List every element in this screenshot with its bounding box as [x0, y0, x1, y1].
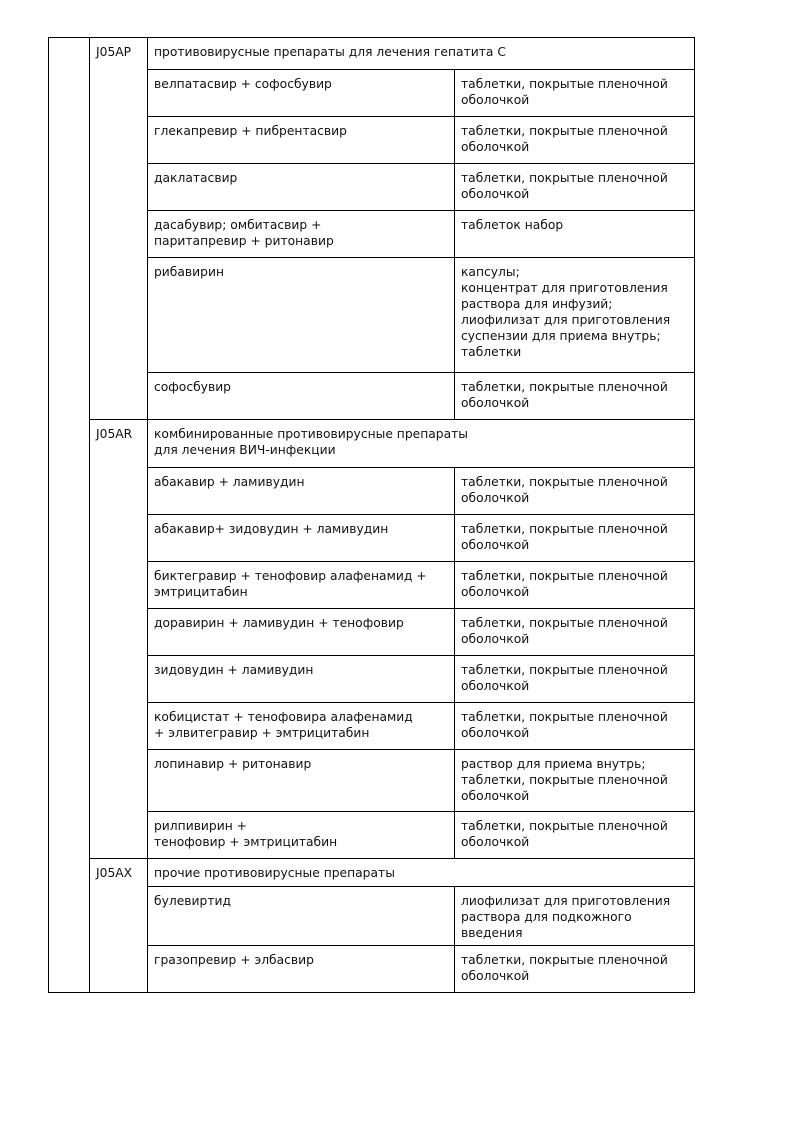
drug-name — [148, 609, 455, 656]
dosage-form — [455, 258, 695, 373]
text-line: оболочкой — [461, 726, 530, 740]
text-line: оболочкой — [461, 93, 530, 107]
drug-name — [148, 946, 455, 993]
text-line: даклатасвир — [154, 171, 238, 185]
text-line: введения — [461, 926, 523, 940]
text-line: оболочкой — [461, 789, 530, 803]
text-line: эмтрицитабин — [154, 585, 248, 599]
group-title — [148, 859, 695, 887]
dosage-form — [455, 609, 695, 656]
text-line: биктегравир + тенофовир алафенамид + — [154, 569, 427, 583]
dosage-form — [455, 164, 695, 211]
text-line: таблетки, покрытые пленочной — [461, 569, 668, 583]
text-line: оболочкой — [461, 140, 530, 154]
dosage-form — [455, 656, 695, 703]
dosage-form — [455, 887, 695, 946]
text-line: дасабувир; омбитасвир + — [154, 218, 322, 232]
text-line: таблетки, покрытые пленочной — [461, 475, 668, 489]
drug-name — [148, 562, 455, 609]
text-line: суспензии для приема внутрь; — [461, 329, 661, 343]
text-line: прочие противовирусные препараты — [154, 866, 395, 880]
text-line: оболочкой — [461, 396, 530, 410]
drug-name — [148, 812, 455, 859]
text-line: гразопревир + элбасвир — [154, 953, 314, 967]
text-line: комбинированные противовирусные препараты — [154, 427, 469, 441]
drug-name — [148, 164, 455, 211]
drug-name — [148, 515, 455, 562]
atc-code: J05AR — [90, 420, 148, 859]
text-line: лиофилизат для приготовления — [461, 894, 671, 908]
dosage-form — [455, 70, 695, 117]
text-line: оболочкой — [461, 969, 530, 983]
group-header-row — [49, 38, 695, 70]
drug-name — [148, 468, 455, 515]
text-line: таблеток набор — [461, 218, 564, 232]
text-line: рилпивирин + — [154, 819, 247, 833]
atc-code: J05AP — [90, 38, 148, 420]
text-line: велпатасвир + софосбувир — [154, 77, 332, 91]
text-line: раствор для приема внутрь; — [461, 757, 646, 771]
text-line: таблетки, покрытые пленочной — [461, 522, 668, 536]
text-line: для лечения ВИЧ-инфекции — [154, 443, 336, 457]
text-line: таблетки, покрытые пленочной — [461, 380, 668, 394]
text-line: паритапревир + ритонавир — [154, 234, 334, 248]
text-line: лопинавир + ритонавир — [154, 757, 312, 771]
text-line: таблетки, покрытые пленочной — [461, 819, 668, 833]
text-line: + элвитегравир + эмтрицитабин — [154, 726, 370, 740]
dosage-form — [455, 812, 695, 859]
dosage-form — [455, 946, 695, 993]
text-line: раствора для подкожного — [461, 910, 632, 924]
text-line: противовирусные препараты для лечения гепатита C — [154, 45, 506, 59]
text-line: таблетки, покрытые пленочной — [461, 616, 668, 630]
drug-name — [148, 703, 455, 750]
atc-code: J05AX — [90, 859, 148, 993]
text-line: раствора для инфузий; — [461, 297, 613, 311]
text-line: оболочкой — [461, 835, 530, 849]
dosage-form — [455, 211, 695, 258]
text-line: оболочкой — [461, 679, 530, 693]
dosage-form — [455, 562, 695, 609]
text-line: капсулы; — [461, 265, 520, 279]
text-line: лиофилизат для приготовления — [461, 313, 671, 327]
text-line: глекапревир + пибрентасвир — [154, 124, 347, 138]
drug-name — [148, 750, 455, 812]
text-line: доравирин + ламивудин + тенофовир — [154, 616, 404, 630]
drug-table — [48, 37, 695, 993]
dosage-form — [455, 750, 695, 812]
text-line: абакавир+ зидовудин + ламивудин — [154, 522, 389, 536]
text-line: таблетки, покрытые пленочной — [461, 953, 668, 967]
group-title — [148, 420, 695, 468]
drug-name — [148, 887, 455, 946]
group-header-row — [49, 420, 695, 468]
dosage-form — [455, 117, 695, 164]
text-line: таблетки, покрытые пленочной — [461, 710, 668, 724]
text-line: кобицистат + тенофовира алафенамид — [154, 710, 413, 724]
text-line: оболочкой — [461, 585, 530, 599]
text-line: оболочкой — [461, 632, 530, 646]
text-line: таблетки, покрытые пленочной — [461, 773, 668, 787]
text-line: абакавир + ламивудин — [154, 475, 305, 489]
drug-name — [148, 117, 455, 164]
drug-name — [148, 70, 455, 117]
text-line: софосбувир — [154, 380, 231, 394]
dosage-form — [455, 373, 695, 420]
text-line: оболочкой — [461, 491, 530, 505]
text-line: таблетки, покрытые пленочной — [461, 663, 668, 677]
text-line: таблетки, покрытые пленочной — [461, 171, 668, 185]
group-title — [148, 38, 695, 70]
drug-name — [148, 258, 455, 373]
text-line: рибавирин — [154, 265, 224, 279]
drug-name — [148, 656, 455, 703]
drug-name — [148, 373, 455, 420]
dosage-form — [455, 703, 695, 750]
text-line: таблетки — [461, 345, 522, 359]
dosage-form — [455, 515, 695, 562]
text-line: булевиртид — [154, 894, 231, 908]
text-line: тенофовир + эмтрицитабин — [154, 835, 338, 849]
text-line: оболочкой — [461, 538, 530, 552]
drug-name — [148, 211, 455, 258]
dosage-form — [455, 468, 695, 515]
group-header-row — [49, 859, 695, 887]
text-line: концентрат для приготовления — [461, 281, 668, 295]
empty-first-column — [49, 38, 90, 993]
text-line: зидовудин + ламивудин — [154, 663, 314, 677]
text-line: таблетки, покрытые пленочной — [461, 77, 668, 91]
text-line: таблетки, покрытые пленочной — [461, 124, 668, 138]
text-line: оболочкой — [461, 187, 530, 201]
